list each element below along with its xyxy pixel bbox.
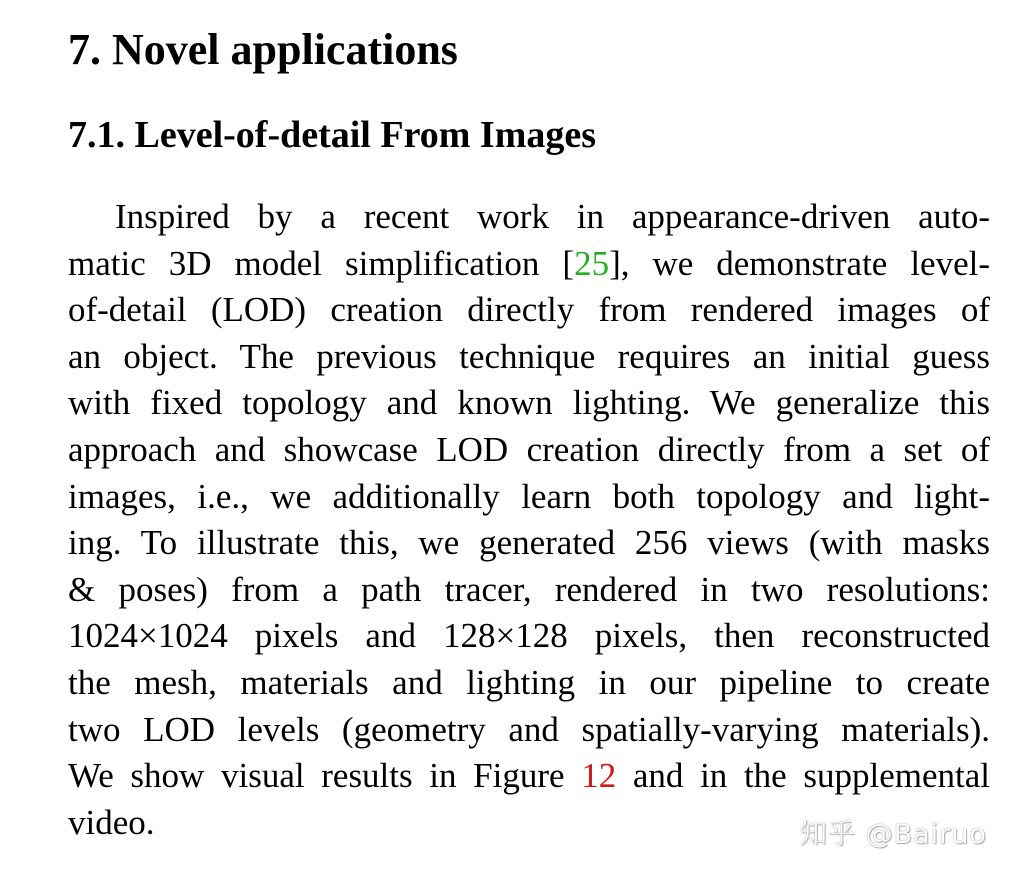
body-paragraph xyxy=(68,194,990,846)
watermark: 知乎 @Bairuo xyxy=(800,819,987,850)
figure-link-12[interactable]: 12 xyxy=(581,756,617,796)
paragraph-line: Inspired by a recent work in appearance-driven auto- xyxy=(115,197,990,236)
paragraph-line: of-detail (LOD) creation directly from rendered images of xyxy=(68,290,990,330)
citation-link-25[interactable]: 25 xyxy=(574,243,610,283)
paragraph-line: approach and showcase LOD creation directly from a set of xyxy=(68,429,990,469)
section-heading: 7. Novel applications xyxy=(68,25,458,74)
paragraph-line xyxy=(68,753,990,800)
paragraph-line: ing. To illustrate this, we generated 256 views (with masks xyxy=(68,523,990,563)
paragraph-line-text: and in the supplemental xyxy=(616,756,991,796)
paragraph-line-text: matic 3D model simplification xyxy=(68,243,563,283)
citation-bracket: [ xyxy=(562,243,575,283)
paragraph-line: 1024×1024 pixels and 128×128 pixels, then reconstructed xyxy=(68,616,990,656)
paragraph-line-text: We show visual results in Figure xyxy=(68,756,582,796)
paragraph-line: & poses) from a path tracer, rendered in two resolutions: xyxy=(68,569,990,609)
paragraph-line: an object. The previous technique requires an initial guess xyxy=(68,336,990,376)
paragraph-line: images, i.e., we additionally learn both topology and light- xyxy=(68,476,990,516)
paragraph-line: the mesh, materials and lighting in our pipeline to create xyxy=(68,662,990,702)
subsection-heading: 7.1. Level-of-detail From Images xyxy=(68,114,597,156)
paragraph-line: with fixed topology and known lighting. We generalize this xyxy=(68,383,990,423)
paragraph-line: two LOD levels (geometry and spatially-varying materials). xyxy=(68,709,990,749)
paragraph-line xyxy=(68,241,990,288)
paragraph-line: video. xyxy=(68,802,155,842)
paragraph-line-text: ], we demonstrate level- xyxy=(609,243,990,283)
